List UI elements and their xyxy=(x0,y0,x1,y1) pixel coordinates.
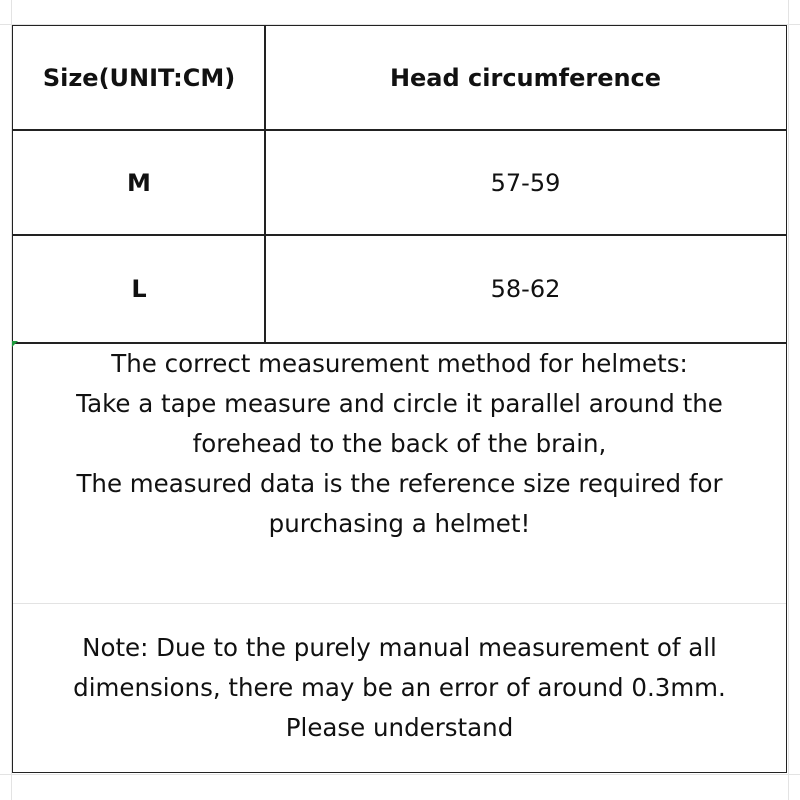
method-line: Take a tape measure and circle it parallel around the xyxy=(76,389,723,418)
size-cell-m xyxy=(13,130,265,235)
method-line: forehead to the back of the brain, xyxy=(192,429,607,458)
circumference-value: 58-62 xyxy=(490,275,561,303)
measurement-method-text xyxy=(13,344,786,544)
cell-marker-icon xyxy=(12,341,18,347)
row-divider-light xyxy=(13,603,786,604)
method-line: purchasing a helmet! xyxy=(268,509,531,538)
header-circumference-cell xyxy=(265,26,786,130)
size-value: L xyxy=(131,275,147,303)
circumference-cell-m xyxy=(265,130,786,235)
header-circumference-label: Head circumference xyxy=(389,64,662,92)
method-line: The measured data is the reference size required for xyxy=(76,469,723,498)
size-cell-l xyxy=(13,235,265,343)
note-line: dimensions, there may be an error of around 0.3mm. xyxy=(73,673,726,702)
method-line: The correct measurement method for helmets: xyxy=(111,349,688,378)
sheet-gridline xyxy=(788,0,789,800)
circumference-cell-l xyxy=(265,235,786,343)
circumference-value: 57-59 xyxy=(490,168,561,197)
header-size-label: Size(UNIT:CM) xyxy=(42,64,236,92)
note-line: Please understand xyxy=(285,713,514,742)
size-chart-table xyxy=(12,25,787,773)
size-value: M xyxy=(127,168,151,197)
note-line: Note: Due to the purely manual measurement of all xyxy=(82,633,717,662)
header-size-cell xyxy=(13,26,265,130)
sheet-gridline xyxy=(0,774,800,775)
note-text xyxy=(13,628,786,748)
